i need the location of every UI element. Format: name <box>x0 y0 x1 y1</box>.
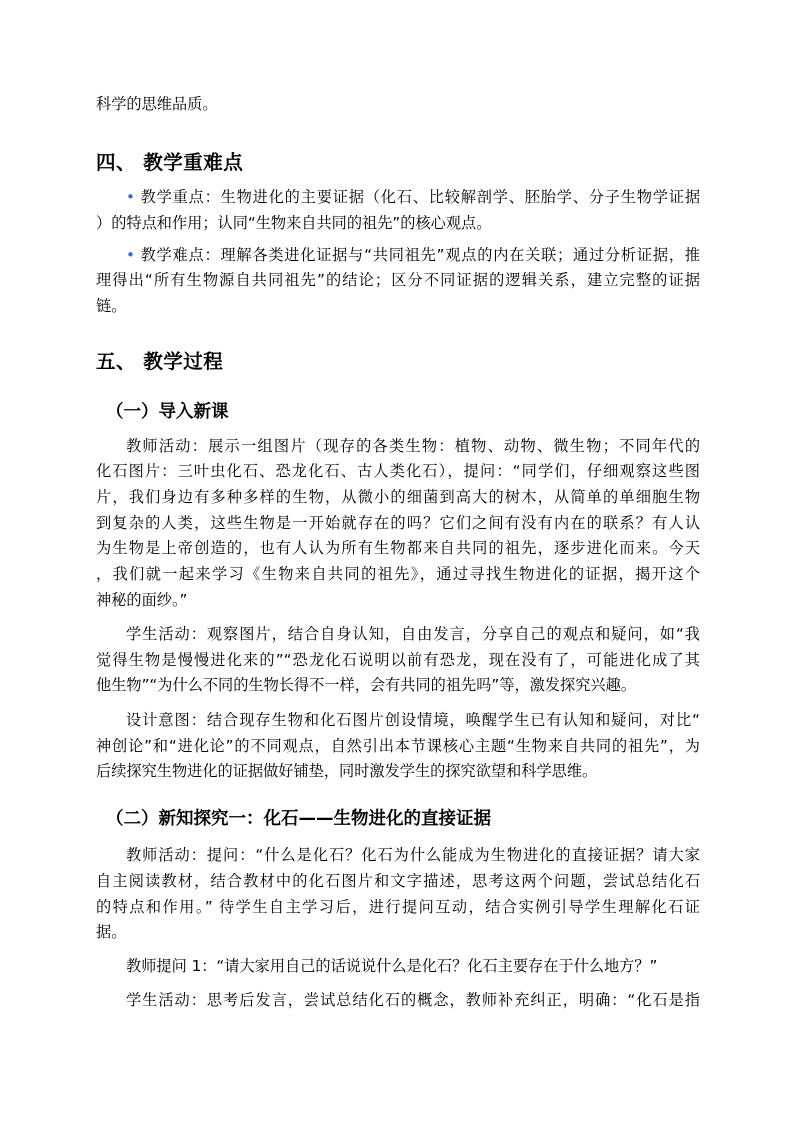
paragraph-line: 后续探究生物进化的证据做好铺垫，同时激发学生的探究欲望和科学思维。 <box>96 762 598 780</box>
paragraph-line: 到复杂的人类，这些生物是一开始就存在的吗？它们之间有没有内在的联系？有人认 <box>96 514 700 532</box>
paragraph-line: 教师活动：提问：“什么是化石？化石为什么能成为生物进化的直接证据？请大家 <box>126 846 700 864</box>
paragraph-line: 学生活动：思考后发言，尝试总结化石的概念，教师补充纠正，明确：“化石是指 <box>126 991 700 1009</box>
paragraph-line: 他生物”“为什么不同的生物长得不一样，会有共同的祖先吗”等，激发探究兴趣。 <box>96 676 636 694</box>
difficulties-line: • 教学难点：理解各类进化证据与“共同祖先”观点的内在关联；通过分析证据，推 <box>126 246 700 264</box>
paragraph-line: 学生活动：观察图片，结合自身认知，自由发言，分享自己的观点和疑问，如“我 <box>126 625 700 643</box>
paragraph-line: 科学的思维品质。 <box>96 95 218 113</box>
paragraph-line: 化石图片：三叶虫化石、恐龙化石、古人类化石），提问：“同学们，仔细观察这些图 <box>96 462 700 480</box>
section-heading: 五、 教学过程 <box>96 350 224 373</box>
paragraph-line: ，我们就一起来学习《生物来自共同的祖先》，通过寻找生物进化的证据，揭开这个 <box>96 565 700 583</box>
paragraph-line: 据。 <box>96 923 127 941</box>
paragraph-line: 教师活动：展示一组图片（现存的各类生物：植物、动物、微生物；不同年代的 <box>126 437 700 455</box>
subsection-heading: （一）导入新课 <box>106 402 229 422</box>
paragraph-line: 设计意图：结合现存生物和化石图片创设情境，唤醒学生已有认知和疑问，对比“ <box>126 711 700 729</box>
paragraph-line: 教师提问 1：“请大家用自己的话说说什么是化石？化石主要存在于什么地方？” <box>126 957 658 975</box>
paragraph-line: 为生物是上帝创造的，也有人认为所有生物都来自共同的祖先，逐步进化而来。今天 <box>96 539 700 557</box>
paragraph-line: 的特点和作用。” 待学生自主学习后，进行提问互动，结合实例引导学生理解化石证 <box>96 898 700 916</box>
subsection-heading: （二）新知探究一：化石——生物进化的直接证据 <box>106 809 491 829</box>
key-points-line: ）的特点和作用；认同“生物来自共同的祖先”的核心观点。 <box>96 214 492 232</box>
bullet-icon: • <box>126 188 135 206</box>
paragraph-line: 神创论”和“进化论”的不同观点，自然引出本节课核心主题“生物来自共同的祖先”，为 <box>96 737 700 755</box>
difficulties-line: 链。 <box>96 297 127 315</box>
section-heading: 四、 教学重难点 <box>96 151 244 174</box>
paragraph-line: 自主阅读教材，结合教材中的化石图片和文字描述，思考这两个问题，尝试总结化石 <box>96 872 700 890</box>
difficulties-line: 理得出“所有生物源自共同祖先”的结论；区分不同证据的逻辑关系，建立完整的证据 <box>96 271 700 289</box>
paragraph-line: 片，我们身边有多种多样的生物，从微小的细菌到高大的树木，从简单的单细胞生物 <box>96 488 700 506</box>
paragraph-line: 神秘的面纱。” <box>96 591 188 609</box>
bullet-icon: • <box>126 246 135 264</box>
paragraph-line: 觉得生物是慢慢进化来的”“恐龙化石说明以前有恐龙，现在没有了，可能进化成了其 <box>96 651 700 669</box>
key-points-line: • 教学重点：生物进化的主要证据（化石、比较解剖学、胚胎学、分子生物学证据 <box>126 188 701 206</box>
